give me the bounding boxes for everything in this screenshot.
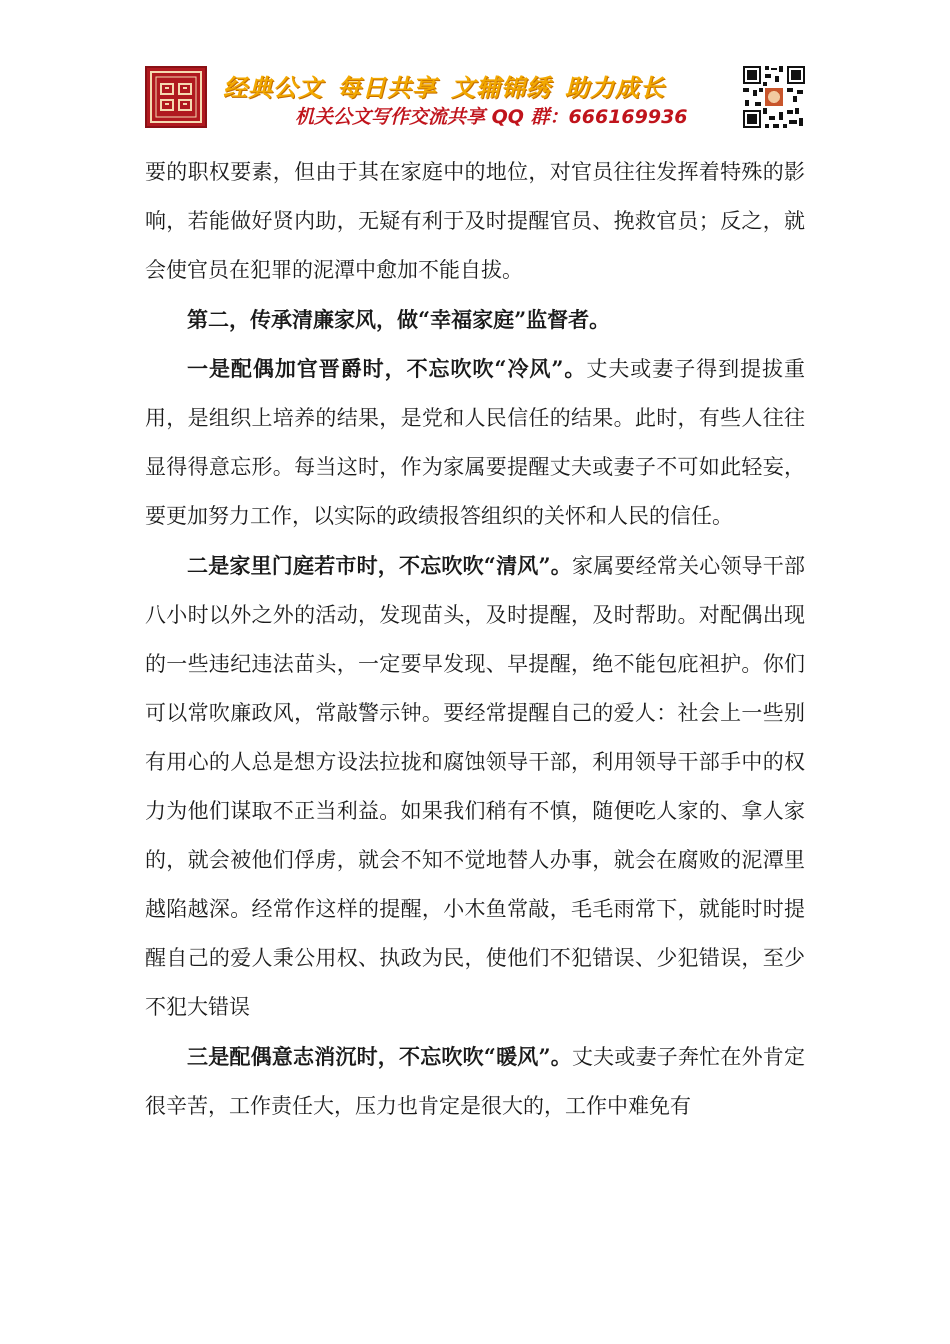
paragraph-lead: 二是家里门庭若市时，不忘吹吹“清风”。 (187, 553, 572, 578)
section-heading: 第二，传承清廉家风，做“幸福家庭”监督者。 (187, 307, 611, 332)
slogan-4: 助力成长 (565, 74, 665, 102)
page-header (145, 64, 807, 132)
slogan-1: 经典公文 (223, 74, 323, 102)
seal-pattern-icon (147, 68, 205, 126)
paragraph: 要的职权要素，但由于其在家庭中的地位，对官员往往发挥着特殊的影响，若能做好贤内助，无疑有利于及时提醒官员、挽救官员；反之，就会使官员在犯罪的泥潭中愈加不能自拔。 (145, 160, 805, 282)
paragraph-lead: 三是配偶意志消沉时，不忘吹吹“暖风”。 (187, 1044, 572, 1069)
qq-group-line: 机关公文写作交流共享 QQ 群：666169936 (295, 106, 688, 128)
paragraph (145, 344, 805, 541)
paragraph-text: 丈夫或妻子得到提拔重用，是组织上培养的结果，是党和人民信任的结果。此时，有些人往往显得得意忘形。每当这时，作为家属要提醒丈夫或妻子不可如此轻妄，要更加努力工作，以实际的政绩报答组织的关怀和人民的信任。 (145, 357, 805, 528)
brand-seal-logo (145, 66, 207, 128)
paragraph-text: 丈夫或妻子奔忙在外肯定很辛苦，工作责任大，压力也肯定是很大的，工作中难免有 (145, 1045, 805, 1118)
qr-code-icon (741, 64, 807, 130)
slogan-2: 每日共享 (337, 74, 437, 102)
slogan-line (223, 68, 733, 102)
paragraph (145, 541, 805, 1032)
document-body (145, 148, 805, 1131)
slogan-3: 文辅锦绣 (451, 74, 551, 102)
paragraph (145, 1032, 805, 1131)
paragraph-lead: 一是配偶加官晋爵时，不忘吹吹“冷风”。 (187, 356, 587, 381)
paragraph-text: 家属要经常关心领导干部八小时以外之外的活动，发现苗头，及时提醒，及时帮助。对配偶出现的一些违纪违法苗头，一定要早发现、早提醒，绝不能包庇袒护。你们可以常吹廉政风，常敲警示钟。要经常提醒自己的爱人：社会上一些别有用心的人总是想方设法拉拢和腐蚀领导干部，利用领导干部手中的权力为他们谋取不正当利益。如果我们稍有不慎，随便吃人家的、拿人家的，就会被他们俘虏，就会不知不觉地替人办事，就会在腐败的泥潭里越陷越深。经常作这样的提醒，小木鱼常敲，毛毛雨常下，就能时时提醒自己的爱人秉公用权、执政为民，使他们不犯错误、少犯错误，至少不犯大错误 (145, 554, 805, 1019)
